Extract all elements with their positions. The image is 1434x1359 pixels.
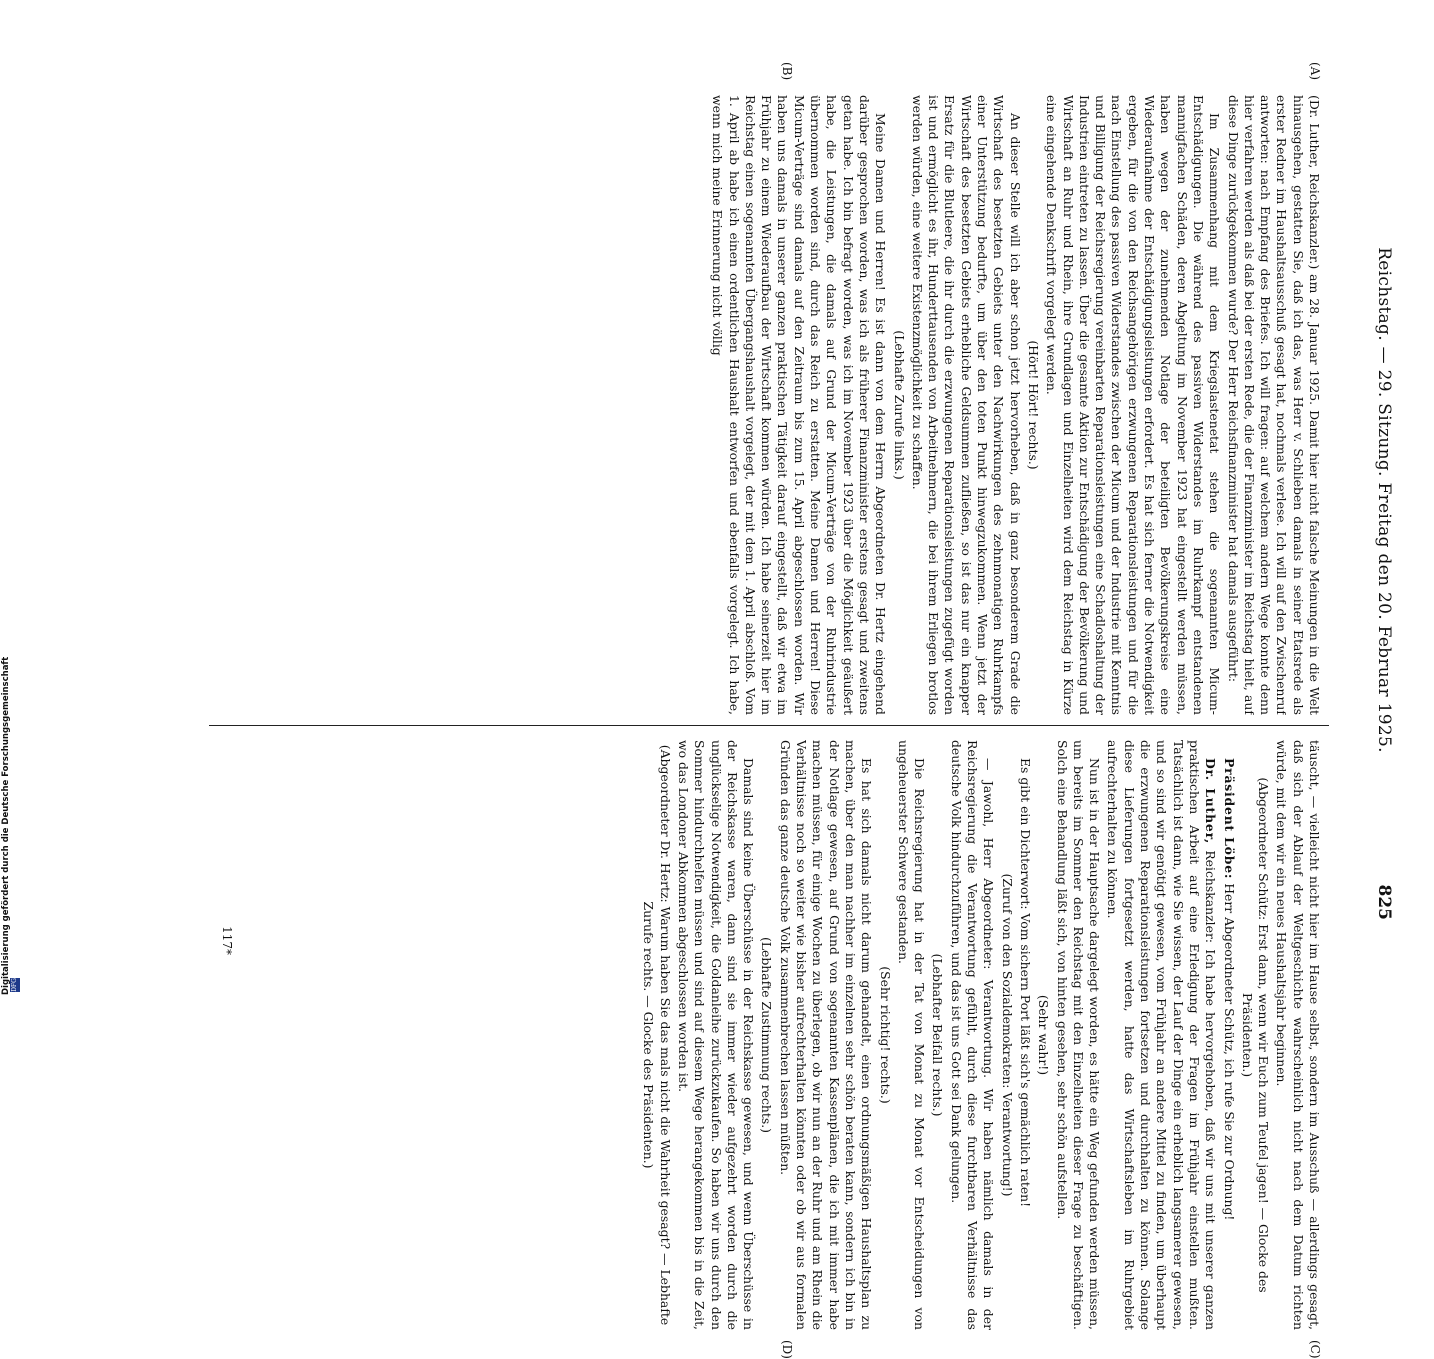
paragraph: (Dr. Luther, Reichskanzler.) am 28. Januar 1925. Damit hier nicht falsche Meinungen in die Welt hinausgehen, gestatten Sie, daß ich das, was Herr v. Schlieben damals in seiner Etatsrede als erster Redner im Haushaltsausschuß gesagt hat, nochmals verlese. Ich will auf den Zwischenruf antworten: nach Empfang des Briefes. Ich will fragen: auf welchem andern Wege konnte denn hier verfahren werden als daß bei der ersten Rede, die der Finanzminister im Reichstag hielt, auf diese Dinge zurückgekommen wurde? Der Herr Reichsfinanzminister hat damals ausgeführt: bbox=[1225, 95, 1322, 715]
paragraph: täuscht, — vielleicht nicht hier im Hause selbst, sondern im Ausschuß — allerdings gesagt, daß sich der Ablauf der Weltgeschichte wahrscheinlich nicht nach dem Datum richten würde, mit dem wir ein neues Haushaltsjahr beginnen. bbox=[1274, 740, 1322, 1330]
speaker-name: Dr. Luther, bbox=[1203, 758, 1219, 845]
digitization-credit: Digitalisierung gefördert durch die Deutsche Forschungsgemeinschaft bbox=[1, 656, 11, 995]
interjection: (Lebhafter Beifall rechts.) bbox=[930, 953, 946, 1117]
margin-mark-b: (B) bbox=[780, 62, 794, 81]
margin-mark-d: (D) bbox=[780, 1340, 794, 1359]
paragraph: — Jawohl, Herr Abgeordneter: Verantwortung. Wir haben nämlich damals in der Reichsregierung die Verantwortung gefühlt, durch diese furchtbaren Verhältnisse das deutsche Volk hindurchzuführen, und das ist uns Gott sei Dank gelungen. bbox=[948, 740, 997, 1330]
paragraph: Die Reichsregierung hat in der Tat von Monat zu Monat vor Entscheidungen von ungeheuerster Schwere gestanden. bbox=[895, 740, 928, 1330]
interjection: (Hört! Hört! rechts.) bbox=[1025, 340, 1041, 470]
interjection: (Zuruf von den Sozialdemokraten: Verantwortung!) bbox=[999, 873, 1015, 1197]
dfg-logo: DFG bbox=[11, 978, 18, 992]
paragraph: Damals sind keine Überschüsse in der Reichskasse gewesen, und wenn Überschüsse in der Reichskasse waren, dann sind sie immer wieder aufgezehrt worden durch die unglückselige Notwendigkeit, die Goldanleihe zurückzukaufen. So haben wir uns durch den Sommer hindurchhelfen müssen und sind auf diesem Wege herangekommen bis in die Zeit, wo das Londoner Abkommen abgeschlossen worden ist. bbox=[676, 740, 757, 1330]
margin-mark-a: (A) bbox=[1308, 62, 1322, 81]
speaker-name: Präsident Löbe: bbox=[1221, 758, 1237, 880]
right-column bbox=[212, 740, 1322, 1330]
paragraph: Meine Damen und Herren! Es ist dann von dem Herrn Abgeordneten Dr. Hertz eingehend darüber gesprochen worden, was ich als früherer Finanzminister erstens gesagt und zweitens getan habe. Ich bin befragt worden, was ich im November 1923 über die Möglichkeit geäußert habe, die Leistungen, die damals auf Grund der Micum-Verträge von der Ruhrindustrie übernommen worden sind, durch das Reich zu erstatten. Meine Damen und Herren! Diese Micum-Verträge sind damals auf den Zeitraum bis zum 15. April abgeschlossen worden. Wir haben uns damals in unserer ganzen praktischen Tätigkeit darauf eingestellt, daß wir etwa im Frühjahr zu einem Wiederaufbau der Wirtschaft kommen würden. Ich habe seinerzeit hier im Reichstag einen sogenannten Übergangshaushalt vorgelegt, der mit dem 1. April abschloß. Vom 1. April ab habe ich einen ordentlichen Haushalt entworfen und ebenfalls vorgelegt. Ich habe, wenn mich meine Erinnerung nicht völlig bbox=[710, 95, 889, 715]
speaker-paragraph bbox=[1220, 740, 1236, 1330]
left-column bbox=[212, 95, 1322, 715]
interjection: (Abgeordneter Schütz: Erst dann, wenn wir Euch zum Teufel jagen! — Glocke des Präsidenten.) bbox=[1239, 777, 1272, 1293]
speech-text: Herr Abgeordneter Schütz, ich rufe Sie zur Ordnung! bbox=[1221, 883, 1237, 1221]
speaker-paragraph bbox=[1104, 740, 1218, 1330]
paragraph: Es gibt ein Dichterwort: Vom sichern Port läßt sich's gemächlich raten! bbox=[1017, 758, 1033, 1208]
interjection: (Lebhafte Zustimmung rechts.) bbox=[759, 936, 775, 1134]
page-title: Reichstag. — 29. Sitzung. Freitag den 20. Februar 1925. bbox=[1374, 247, 1394, 753]
margin-mark-c: (C) bbox=[1308, 1340, 1322, 1359]
interjection: (Lebhafte Zurufe links.) bbox=[891, 330, 907, 480]
page-header bbox=[1304, 0, 1434, 1000]
interjection: (Abgeordneter Dr. Hertz: Warum haben Sie das mals nicht die Wahrheit gesagt? — Lebhafte Zurufe rechts. — Glocke des Präsidenten.) bbox=[641, 744, 673, 1326]
speech-text: Reichskanzler: Ich habe hervorgehoben, daß wir uns mit unserer ganzen praktischen Arbeit auf eine Erledigung der Fragen im Frühjahr einstellen mußten. Tatsächlich ist dann, wie Sie wissen, der Lauf der Dinge ein erheblich langsamerer gewesen, und so sind wir genötigt gewesen, vom Frühjahr an andere Mittel zu finden, um überhaupt die erzwungenen Reparationsleistungen fortsetzen und durchhalten zu können. Solange diese Lieferungen fortgesetzt werden, hatte das Wirtschaftsleben im Ruhrgebiet aufrechterhalten zu können. bbox=[1105, 740, 1219, 1330]
paragraph: Nun ist in der Hauptsache dargelegt worden, es hätte ein Weg gefunden werden müssen, um bereits im Sommer den Reichstag mit den Einzelheiten dieser Frage zu beschäftigen. Solch eine Behandlung läßt sich, von hinten gesehen, sehr schön aufstellen. bbox=[1054, 740, 1103, 1330]
paragraph: An dieser Stelle will ich aber schon jetzt hervorheben, daß in ganz besonderem Grade die Wirtschaft des besetzten Gebiets unter den Nachwirkungen des zehnmonatigen Ruhrkampfs einer Unterstützung bedurfte, um über den toten Punkt hinwegzukommen. Wenn jetzt der Wirtschaft des besetzten Gebiets erhebliche Geldsummen zufließen, so ist das nur ein knapper Ersatz für die Blutleere, die ihr durch die erzwungenen Reparationsleistungen zugefügt worden ist und ermöglicht es ihr, Hunderttausenden von Arbeitnehmern, die bei ihrem Erliegen brotlos werden würden, eine weitere Existenzmöglichkeit zu schaffen. bbox=[909, 95, 1023, 715]
interjection: (Sehr wahr!) bbox=[1036, 994, 1052, 1076]
page-number: 825 bbox=[1374, 884, 1394, 920]
column-divider bbox=[209, 725, 1329, 726]
interjection: (Sehr richtig! rechts.) bbox=[877, 966, 893, 1104]
paragraph: Im Zusammenhang mit dem Kriegslastenetat stehen die sogenannten Micum-Entschädigungen. Die während des passiven Widerstandes im Ruhrkampf entstandenen mannigfachen Schäden, deren Abgeltung im November 1923 hat eingestellt werden müssen, haben wegen der zunehmenden Notlage der beteiligten Bevölkerungskreise eine Wiederaufnahme der Entschädigungsleistungen erfordert. Es hat sich ferner die Notwendigkeit ergeben, für die von den Reichsangehörigen erzwungenen Reparationsleistungen und für die nach Einstellung des passiven Widerstandes zwischen der Micum und der Industrie mit Kenntnis und Billigung der Reichsregierung vereinbarten Reparationsleistungen eine Schadloshaltung der Industrien eintreten zu lassen. Über die gesamte Aktion zur Entschädigung der Bevölkerung und Wirtschaft an Ruhr und Rhein, ihre Grundlagen und Einzelheiten wird dem Reichstag in Kürze eine eingehende Denkschrift vorgelegt werden. bbox=[1044, 95, 1223, 715]
signature-mark: 117* bbox=[220, 926, 234, 955]
paragraph: Es hat sich damals nicht darum gehandelt, einen ordnungsmäßigen Haushaltsplan zu machen, über den man nachher im einzelnen sehr schön beraten kann, sondern ich bin in der Notlage gewesen, auf Grund von sogenannten Kassenplänen, die ich mit immer habe machen müssen, für einige Wochen zu überlegen, ob wir nun an der Ruhr und am Rhein die Verhältnisse noch so weiter wie bisher aufrechterhalten könnten oder ob wir aus formalen Gründen das ganze deutsche Volk zusammenbrechen lassen müßten. bbox=[777, 740, 875, 1330]
